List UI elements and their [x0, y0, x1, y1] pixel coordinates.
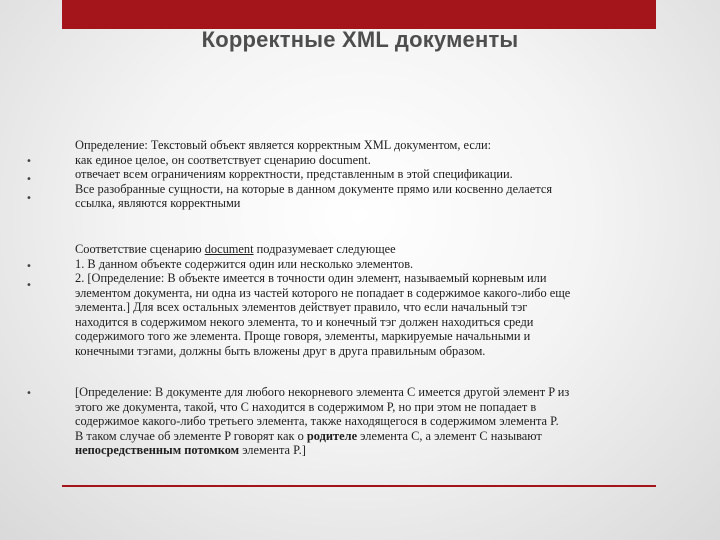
scenario-intro: [75, 242, 675, 257]
parent-definition-text: элемента P.]: [239, 443, 306, 457]
definition-line: отвечает всем ограничениям корректности, представленным в этой спецификации.: [75, 167, 513, 181]
scenario-item-1: 1. В данном объекте содержится один или несколько элементов.: [75, 256, 414, 271]
bottom-accent-rule: [62, 485, 656, 487]
parent-definition-text: элемента C, а элемент C называют: [357, 428, 542, 443]
bullet-marker: •: [26, 261, 32, 272]
scenario-item-2-line: элемента.] Для всех остальных элементов действует правило, что если начальный тэг: [75, 300, 528, 314]
parent-definition-line: этого же документа, такой, что C находится в содержимом P, но при этом не попадает в: [75, 399, 537, 414]
top-accent-bar: [62, 0, 656, 29]
scenario-item-2-line: содержимого того же элемента. Проще говоря, элементы, маркируемые начальными и: [75, 329, 531, 343]
parent-child-definition-block: [75, 385, 675, 458]
scenario-item-2-line: 2. [Определение: В объекте имеется в точности один элемент, называемый корневым или: [75, 271, 547, 285]
definition-line: как единое целое, он соответствует сценарию document.: [75, 152, 371, 167]
slide-title: Корректные XML документы: [201, 27, 519, 52]
bullet-marker: •: [26, 388, 32, 399]
direct-child-term: непосредственным потомком: [75, 443, 240, 457]
scenario-item-2-line: конечными тэгами, должны быть вложены друг в друга правильным образом.: [75, 343, 486, 358]
parent-term: родителе: [306, 428, 358, 443]
bullet-marker: •: [26, 280, 32, 291]
document-link[interactable]: document: [204, 242, 254, 256]
parent-definition-line: [Определение: В документе для любого некорневого элемента C имеется другой элемент P из: [75, 385, 570, 399]
bullet-marker: •: [26, 174, 32, 185]
parent-definition-text: В таком случае об элементе P говорят как о: [75, 428, 307, 443]
bullet-marker: •: [26, 193, 32, 204]
scenario-intro-text: подразумевает следующее: [253, 242, 396, 256]
parent-definition-line: содержимое какого-либо третьего элемента, также находящегося в содержимом элемента P.: [75, 414, 559, 428]
definition-line: ссылка, являются корректными: [75, 196, 241, 210]
scenario-intro-text: Соответствие сценарию: [75, 242, 205, 256]
scenario-item-2-line: находится в содержимом некого элемента, то и конечный тэг должен находиться среди: [75, 314, 534, 329]
parent-definition-line: [75, 443, 675, 458]
parent-definition-line: [75, 429, 675, 444]
bullet-marker: •: [26, 156, 32, 167]
definition-line: Определение: Текстовый объект является корректным XML документом, если:: [75, 138, 492, 152]
definition-line: Все разобранные сущности, на которые в данном документе прямо или косвенно делается: [75, 181, 553, 196]
document-scenario-block: [75, 242, 675, 358]
definition-block: [75, 138, 675, 211]
scenario-item-2-line: элементом документа, ни одна из частей которого не попадает в содержимое какого-либо еще: [75, 285, 571, 300]
